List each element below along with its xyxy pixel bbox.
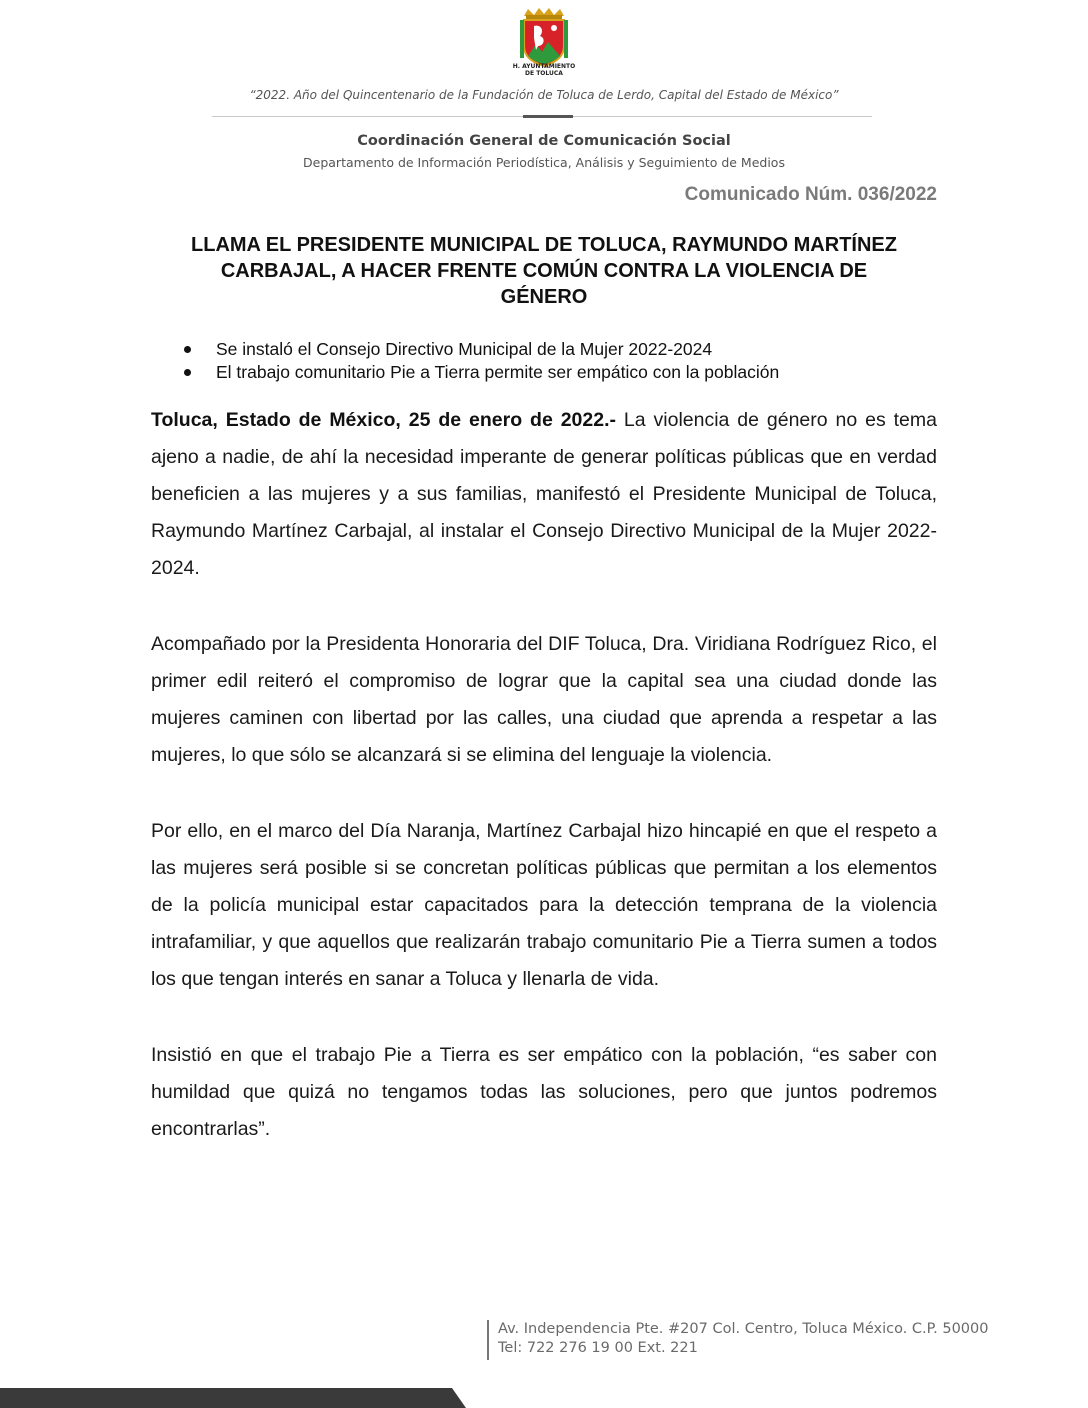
press-release-headline: LLAMA EL PRESIDENTE MUNICIPAL DE TOLUCA, RAYMUNDO MARTÍNEZ CARBAJAL, A HACER FRENTE COMÚN CONTRA LA VIOLENCIA DE GÉNERO bbox=[191, 234, 897, 308]
footer-address: Av. Independencia Pte. #207 Col. Centro, Toluca México. C.P. 50000 bbox=[498, 1321, 989, 1337]
department-title: Coordinación General de Comunicación Social bbox=[357, 133, 731, 149]
footer-vertical-divider bbox=[487, 1320, 489, 1360]
bullet-icon bbox=[184, 369, 191, 376]
bullet-icon bbox=[184, 346, 191, 353]
comunicado-number: Comunicado Núm. 036/2022 bbox=[684, 184, 937, 205]
highlight-text: El trabajo comunitario Pie a Tierra permite ser empático con la población bbox=[216, 362, 780, 382]
paragraph-1-text: La violencia de género no es tema ajeno a nadie, de ahí la necesidad imperante de generar políticas públicas que en verdad beneficien a las mujeres y a sus familias, manifestó el Presidente Municipal de Toluca, Raymundo Martínez Carbajal, al instalar el Consejo Directivo Municipal de la Mujer 2022-2024. bbox=[151, 409, 937, 579]
footer-decorative-band bbox=[0, 1388, 1088, 1408]
highlights-list bbox=[184, 338, 779, 384]
logo-caption bbox=[494, 63, 594, 77]
header-divider-accent bbox=[523, 115, 573, 118]
dateline: Toluca, Estado de México, 25 de enero de 2022.- bbox=[151, 409, 616, 431]
logo-caption-line1: H. AYUNTAMIENTO bbox=[512, 63, 576, 70]
department-subtitle: Departamento de Información Periodística, Análisis y Seguimiento de Medios bbox=[303, 155, 785, 170]
footer-phone: Tel: 722 276 19 00 Ext. 221 bbox=[498, 1340, 698, 1356]
paragraph-3: Por ello, en el marco del Día Naranja, Martínez Carbajal hizo hincapié en que el respeto a las mujeres será posible si se concretan políticas públicas que permitan a los elementos de la policía municipal estar capacitados para la detección temprana de la violencia intrafamiliar, y que aquellos que realizarán trabajo comunitario Pie a Tierra sumen a todos los que tengan interés en sanar a Toluca y llenarla de vida. bbox=[151, 820, 937, 990]
article-body bbox=[151, 402, 937, 1187]
paragraph-1 bbox=[151, 402, 937, 587]
paragraph-4: Insistió en que el trabajo Pie a Tierra es ser empático con la población, “es saber con humildad que quizá no tengamos todas las soluciones, pero que juntos podremos encontrarlas”. bbox=[151, 1044, 937, 1140]
highlight-text: Se instaló el Consejo Directivo Municipal de la Mujer 2022-2024 bbox=[216, 339, 713, 359]
highlight-item bbox=[184, 361, 779, 384]
logo-caption-line2: DE TOLUCA bbox=[525, 70, 563, 77]
year-motto: “2022. Año del Quincentenario de la Fundación de Toluca de Lerdo, Capital del Estado de México” bbox=[249, 88, 839, 102]
paragraph-2: Acompañado por la Presidenta Honoraria del DIF Toluca, Dra. Viridiana Rodríguez Rico, el primer edil reiteró el compromiso de lograr que la capital sea una ciudad donde las mujeres caminen con libertad por las calles, una ciudad que aprenda a respetar a las mujeres, lo que sólo se alcanzará si se elimina del lenguaje la violencia. bbox=[151, 633, 937, 766]
highlight-item bbox=[184, 338, 779, 361]
